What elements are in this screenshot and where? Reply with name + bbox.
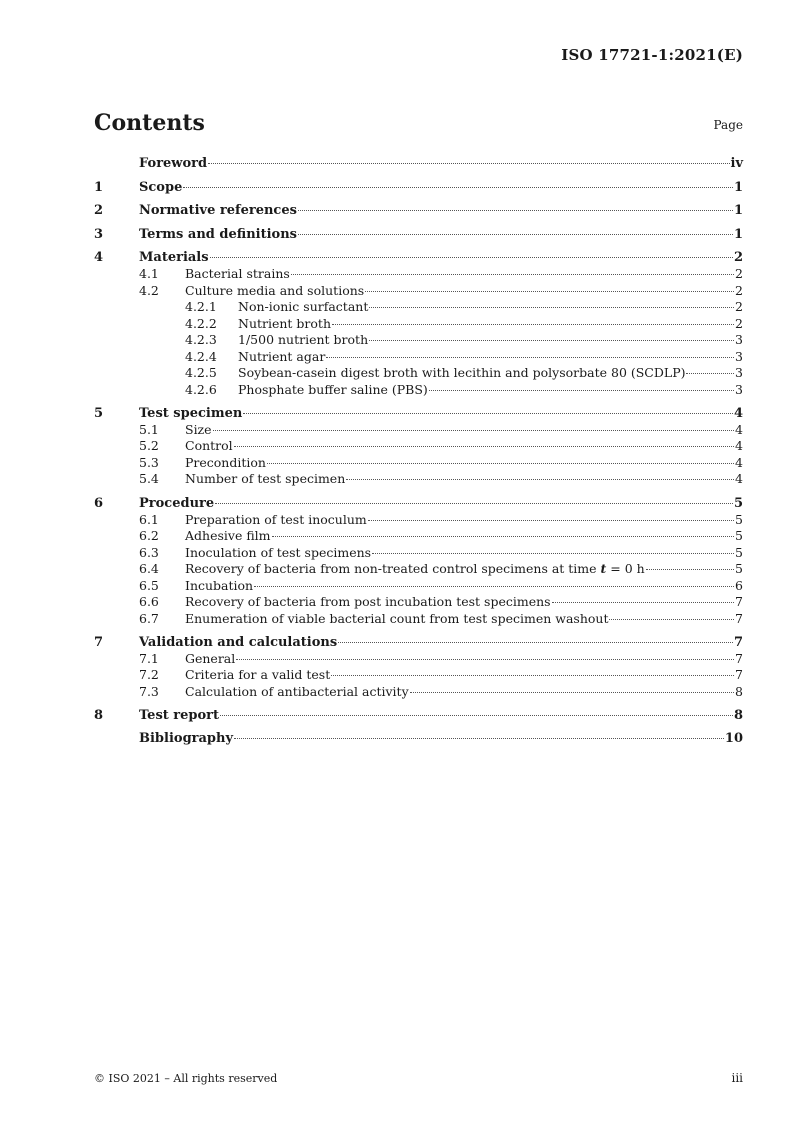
toc-entry-number: 4.2.4 bbox=[185, 348, 217, 364]
toc-entry-number: 4.2.5 bbox=[185, 365, 217, 381]
toc-entry-number: 7.2 bbox=[139, 667, 159, 683]
toc-entry-number: 5.2 bbox=[139, 438, 159, 454]
toc-entry-page: 4 bbox=[733, 405, 743, 421]
toc-entry-page: 10 bbox=[724, 731, 743, 747]
toc-entry-page: 1 bbox=[733, 226, 743, 242]
toc-entry[interactable] bbox=[94, 349, 743, 366]
toc-entry-number: 3 bbox=[94, 226, 104, 242]
toc-entry-page: 7 bbox=[733, 634, 743, 650]
toc-entry-title: Phosphate buffer saline (PBS) bbox=[238, 381, 428, 397]
toc-entry-page: 8 bbox=[733, 707, 743, 723]
toc-entry[interactable] bbox=[94, 594, 743, 611]
toc-entry-title: 1/500 nutrient broth bbox=[238, 332, 369, 348]
toc-entry-number: 7.1 bbox=[139, 650, 159, 666]
toc-entry[interactable] bbox=[94, 634, 743, 651]
toc-entry-title: Calculation of antibacterial activity bbox=[185, 683, 409, 699]
toc-entry-title: Inoculation of test specimens bbox=[185, 544, 372, 560]
dot-leader bbox=[236, 659, 734, 660]
toc-entry-number: 4.2.3 bbox=[185, 332, 217, 348]
dot-leader bbox=[369, 340, 734, 341]
dot-leader bbox=[234, 738, 724, 739]
toc-entry-title: Criteria for a valid test bbox=[185, 667, 331, 683]
toc-entry-page: 4 bbox=[735, 438, 743, 454]
toc-entry[interactable] bbox=[94, 471, 743, 488]
toc-entry-number: 7.3 bbox=[139, 683, 159, 699]
toc-entry-page: 4 bbox=[735, 471, 743, 487]
dot-leader bbox=[215, 503, 733, 504]
toc-entry[interactable] bbox=[94, 707, 743, 724]
toc-entry-page: 7 bbox=[735, 610, 743, 626]
toc-entry-number: 2 bbox=[94, 203, 104, 219]
toc-entry-number: 6.6 bbox=[139, 594, 159, 610]
toc-entry-title-text: Recovery of bacteria from non-treated control specimens at time bbox=[185, 561, 601, 577]
toc-entry-page: 7 bbox=[735, 650, 743, 666]
toc-entry[interactable] bbox=[94, 545, 743, 562]
toc-entry[interactable] bbox=[94, 332, 743, 349]
dot-leader bbox=[254, 586, 734, 587]
toc-entry[interactable] bbox=[94, 667, 743, 684]
document-id: ISO 17721-1:2021(E) bbox=[561, 46, 743, 64]
dot-leader bbox=[338, 642, 733, 643]
toc-entry-title: Bacterial strains bbox=[185, 266, 290, 282]
dot-leader bbox=[267, 463, 734, 464]
toc-entry-page: 5 bbox=[735, 511, 743, 527]
toc-entry-title: Materials bbox=[139, 250, 209, 266]
toc-entry-number: 8 bbox=[94, 707, 104, 723]
toc-entry-title bbox=[185, 561, 645, 578]
toc-entry[interactable] bbox=[94, 365, 743, 382]
toc-entry[interactable] bbox=[94, 266, 743, 283]
table-of-contents bbox=[94, 155, 743, 747]
toc-entry-title: Adhesive film bbox=[185, 528, 271, 544]
toc-entry-title: Procedure bbox=[139, 495, 215, 511]
dot-leader bbox=[429, 390, 734, 391]
dot-leader bbox=[369, 307, 734, 308]
toc-entry-title: Test report bbox=[139, 707, 220, 723]
toc-entry-title: Preparation of test inoculum bbox=[185, 511, 367, 527]
toc-entry-page: 4 bbox=[735, 421, 743, 437]
toc-entry-title-suffix: = 0 h bbox=[606, 561, 645, 577]
toc-entry-title: Nutrient agar bbox=[238, 348, 326, 364]
toc-entry-page: 2 bbox=[735, 282, 743, 298]
toc-entry-page: 5 bbox=[735, 544, 743, 560]
toc-entry-page: 3 bbox=[735, 332, 743, 348]
toc-entry[interactable] bbox=[94, 611, 743, 628]
toc-entry-page: 7 bbox=[735, 667, 743, 683]
dot-leader bbox=[298, 210, 733, 211]
dot-leader bbox=[326, 357, 734, 358]
toc-entry-number: 4.2.2 bbox=[185, 315, 217, 331]
toc-entry-page: 2 bbox=[735, 299, 743, 315]
toc-entry[interactable] bbox=[94, 438, 743, 455]
toc-entry[interactable] bbox=[94, 578, 743, 595]
toc-entry-page: 2 bbox=[735, 315, 743, 331]
dot-leader bbox=[346, 479, 734, 480]
toc-entry-page: 3 bbox=[735, 381, 743, 397]
toc-entry-number: 4 bbox=[94, 250, 104, 266]
toc-entry-number: 6.3 bbox=[139, 544, 159, 560]
toc-entry-number: 5 bbox=[94, 405, 104, 421]
toc-entry[interactable] bbox=[94, 730, 743, 747]
toc-entry-page: 1 bbox=[733, 203, 743, 219]
toc-entry-number: 6 bbox=[94, 495, 104, 511]
toc-entry-page: iv bbox=[730, 156, 743, 171]
toc-entry-title: Test specimen bbox=[139, 405, 243, 421]
toc-entry[interactable] bbox=[94, 299, 743, 316]
dot-leader bbox=[552, 602, 734, 603]
toc-entry-title: Size bbox=[185, 421, 212, 437]
toc-entry-number: 5.4 bbox=[139, 471, 159, 487]
dot-leader bbox=[208, 163, 729, 164]
toc-entry-page: 2 bbox=[733, 250, 743, 266]
toc-entry[interactable] bbox=[94, 249, 743, 266]
page-column-label: Page bbox=[713, 118, 743, 132]
toc-entry-number: 4.2.1 bbox=[185, 299, 217, 315]
toc-entry[interactable] bbox=[94, 382, 743, 399]
dot-leader bbox=[220, 715, 733, 716]
toc-entry[interactable] bbox=[94, 422, 743, 439]
toc-entry-number: 1 bbox=[94, 179, 104, 195]
toc-entry-page: 7 bbox=[735, 594, 743, 610]
toc-entry-page: 3 bbox=[735, 365, 743, 381]
toc-entry[interactable] bbox=[94, 684, 743, 701]
toc-entry-title: Recovery of bacteria from post incubation test specimens bbox=[185, 594, 551, 610]
copyright-notice: © ISO 2021 – All rights reserved bbox=[94, 1072, 278, 1085]
toc-entry-page: 6 bbox=[735, 577, 743, 593]
dot-leader bbox=[609, 619, 734, 620]
dot-leader bbox=[410, 692, 734, 693]
toc-entry-page: 1 bbox=[733, 179, 743, 195]
toc-entry[interactable] bbox=[94, 495, 743, 512]
dot-leader bbox=[210, 257, 733, 258]
toc-entry-title: Bibliography bbox=[139, 731, 234, 747]
toc-entry[interactable] bbox=[94, 226, 743, 243]
toc-entry[interactable] bbox=[94, 455, 743, 472]
dot-leader bbox=[272, 536, 735, 537]
dot-leader bbox=[183, 187, 733, 188]
toc-entry-number: 4.2.6 bbox=[185, 381, 217, 397]
toc-entry-title: Soybean-casein digest broth with lecithin and polysorbate 80 (SCDLP) bbox=[238, 365, 686, 381]
toc-entry-title: Nutrient broth bbox=[238, 315, 332, 331]
toc-entry-page: 3 bbox=[735, 348, 743, 364]
toc-entry-title: Control bbox=[185, 438, 233, 454]
toc-entry-number: 6.4 bbox=[139, 561, 159, 577]
dot-leader bbox=[365, 291, 734, 292]
toc-entry-title: General bbox=[185, 650, 236, 666]
toc-entry-page: 2 bbox=[735, 266, 743, 282]
toc-entry[interactable] bbox=[94, 561, 743, 578]
toc-entry-page: 8 bbox=[735, 683, 743, 699]
toc-entry-number: 6.7 bbox=[139, 610, 159, 626]
toc-entry-title-italic: t bbox=[600, 561, 607, 577]
toc-entry[interactable] bbox=[94, 651, 743, 668]
dot-leader bbox=[332, 324, 734, 325]
toc-entry-number: 4.2 bbox=[139, 282, 159, 298]
toc-entry[interactable] bbox=[94, 405, 743, 422]
toc-entry-title: Culture media and solutions bbox=[185, 282, 365, 298]
dot-leader bbox=[213, 430, 735, 431]
toc-entry-title: Incubation bbox=[185, 577, 254, 593]
toc-entry-title: Foreword bbox=[139, 156, 208, 171]
toc-entry-page: 5 bbox=[735, 528, 743, 544]
toc-entry-number: 4.1 bbox=[139, 266, 159, 282]
toc-entry-page: 5 bbox=[733, 495, 743, 511]
page-title: Contents bbox=[94, 110, 205, 136]
dot-leader bbox=[291, 274, 734, 275]
dot-leader bbox=[368, 520, 734, 521]
toc-entry-title: Normative references bbox=[139, 203, 297, 219]
toc-entry[interactable] bbox=[94, 316, 743, 333]
toc-entry-number: 6.5 bbox=[139, 577, 159, 593]
toc-entry-title: Enumeration of viable bacterial count from test specimen washout bbox=[185, 610, 609, 626]
toc-entry[interactable] bbox=[94, 283, 743, 300]
toc-entry[interactable] bbox=[94, 155, 743, 172]
toc-entry-title: Number of test specimen bbox=[185, 471, 346, 487]
dot-leader bbox=[372, 553, 734, 554]
toc-entry-number: 7 bbox=[94, 634, 104, 650]
toc-entry[interactable] bbox=[94, 528, 743, 545]
toc-entry-number: 6.1 bbox=[139, 511, 159, 527]
toc-entry[interactable] bbox=[94, 179, 743, 196]
page-number: iii bbox=[731, 1071, 743, 1085]
toc-entry-number: 5.1 bbox=[139, 421, 159, 437]
toc-entry[interactable] bbox=[94, 512, 743, 529]
dot-leader bbox=[331, 675, 734, 676]
toc-entry-number: 6.2 bbox=[139, 528, 159, 544]
toc-entry-title: Precondition bbox=[185, 454, 266, 470]
dot-leader bbox=[243, 413, 733, 414]
toc-entry-title: Validation and calculations bbox=[139, 634, 338, 650]
dot-leader bbox=[686, 373, 734, 374]
toc-entry-page: 5 bbox=[735, 561, 743, 577]
toc-entry-title: Terms and definitions bbox=[139, 226, 297, 242]
toc-entry[interactable] bbox=[94, 202, 743, 219]
dot-leader bbox=[646, 569, 734, 570]
toc-entry-title: Non-ionic surfactant bbox=[238, 299, 369, 315]
toc-entry-number: 5.3 bbox=[139, 454, 159, 470]
dot-leader bbox=[298, 234, 733, 235]
toc-entry-page: 4 bbox=[735, 454, 743, 470]
toc-entry-title: Scope bbox=[139, 179, 183, 195]
dot-leader bbox=[234, 446, 734, 447]
